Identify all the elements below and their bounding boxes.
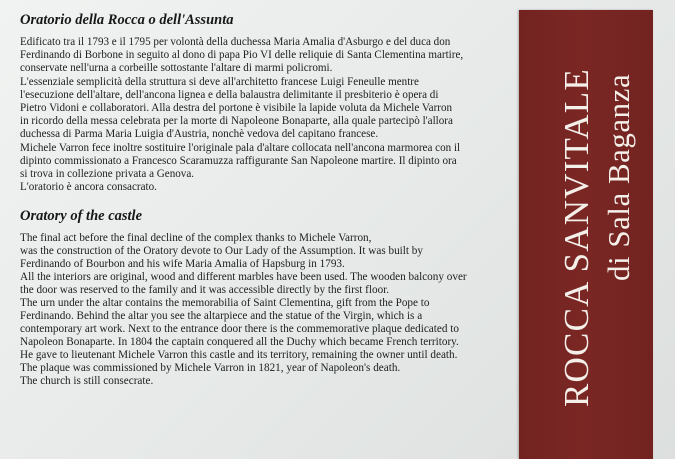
english-line: He gave to lieutenant Michele Varron this castle and its territory, remaining the owner until death. bbox=[20, 349, 458, 362]
english-line: was the construction of the Oratory devote to Our Lady of the Assumption. It was built by bbox=[20, 245, 423, 258]
english-line: contemporary art work. Next to the entrance door there is the commemorative plaque dedicated to bbox=[20, 323, 459, 336]
italian-line: dipinto commissionato a Francesco Scaramuzza raffigurante San Napoleone martire. Il dipinto ora bbox=[20, 154, 457, 167]
italian-line: L'essenziale semplicità della struttura si deve all'architetto francese Luigi Feneulle mentre bbox=[20, 75, 419, 88]
english-line: The church is still consecrate. bbox=[20, 375, 154, 388]
banner-castle-name: ROCCA SANVITALE bbox=[557, 68, 596, 407]
english-line: The urn under the altar contains the memorabilia of Saint Clementina, gift from the Pope to bbox=[20, 297, 430, 310]
english-line: Ferdinando of Bourbon and his wife Maria Amalia of Hapsburg in 1793. bbox=[20, 258, 345, 271]
banner-rotated-text bbox=[519, 10, 653, 459]
italian-line: in ricordo della messa celebrata per la morte di Napoleone Bonaparte, alla quale partecipò l'allora bbox=[20, 115, 453, 128]
english-line: The final act before the final decline of the complex thanks to Michele Varron, bbox=[20, 232, 372, 245]
banner-location: di Sala Baganza bbox=[601, 73, 636, 281]
english-line: All the interiors are original, wood and different marbles have been used. The wooden balcony over bbox=[20, 271, 467, 284]
italian-text bbox=[20, 36, 520, 194]
italian-line: si trova in collezione privata a Genova. bbox=[20, 168, 195, 181]
plaque-text-area bbox=[20, 12, 520, 388]
italian-line: Ferdinando di Borbone in seguito al dono di papa Pio VI delle reliquie di Santa Clementina martire, bbox=[20, 49, 464, 62]
english-line: Napoleon Bonaparte. In 1804 the captain conquered all the Duchy which became French territory. bbox=[20, 336, 459, 349]
english-text bbox=[20, 232, 520, 388]
italian-line: duchessa di Parma Maria Luigia d'Austria, nonchè vedova del capitano francese. bbox=[20, 128, 379, 141]
italian-line: conservate nell'urna a corbeille sottostante l'altare di marmi policromi. bbox=[20, 62, 333, 75]
english-title: Oratory of the castle bbox=[20, 208, 143, 225]
italian-line: L'oratorio è ancora consacrato. bbox=[20, 181, 157, 194]
italian-line: Edificato tra il 1793 e il 1795 per volontà della duchessa Maria Amalia d'Asburgo e del duca don bbox=[20, 36, 451, 48]
castle-name-banner bbox=[519, 10, 653, 459]
italian-line: Michele Varron fece inoltre sostituire l'originale pala d'altare collocata nell'ancona marmorea con il bbox=[20, 141, 461, 154]
english-line: The plaque was commissioned by Michele Varron in 1821, year of Napoleon's death. bbox=[20, 362, 401, 375]
english-line: Ferdinando. Behind the altar you see the altarpiece and the statue of the Virgin, which is a bbox=[20, 310, 423, 323]
italian-line: Pietro Vidoni e collaboratori. Alla destra del portone è visibile la lapide voluta da Michele Varron bbox=[20, 102, 453, 115]
english-line: the door was reserved to the family and it was accessible directly by the first floor. bbox=[20, 284, 390, 297]
italian-line: l'esecuzione dell'altare, dell'ancona lignea e della balaustra delimitante il presbiterio è opera di bbox=[20, 88, 439, 101]
italian-title: Oratorio della Rocca o dell'Assunta bbox=[20, 12, 234, 28]
